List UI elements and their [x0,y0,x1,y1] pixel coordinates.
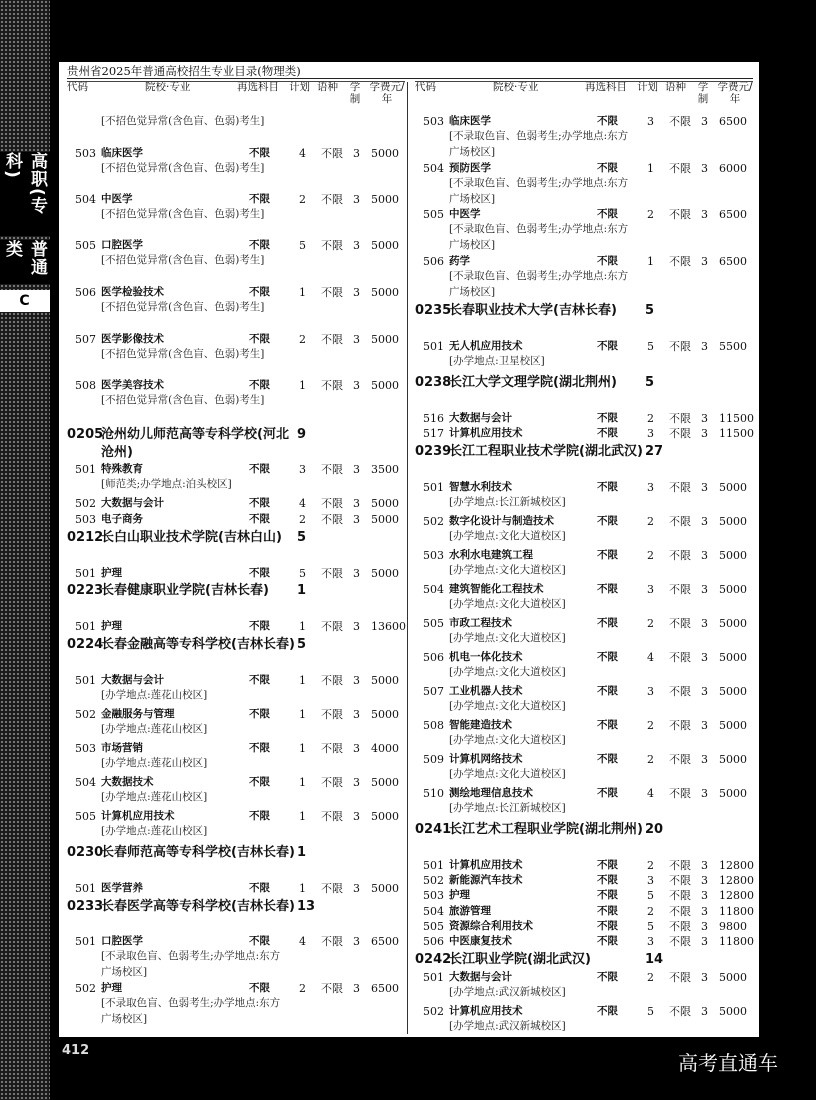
table-row: 502 新能源汽车技术 不限 3 不限 3 12800 [423,874,754,887]
column-header-rule [415,81,753,82]
header-name: 院校·专业 [145,81,191,93]
table-row: 502 大数据与会计 不限 4 不限 3 5000 [75,497,399,510]
major-note: [办学地点:莲花山校区] [101,791,208,803]
major-note: [不录取色盲、色弱考生;办学地点:东方广场校区] [449,130,629,158]
table-row: 502 护理 不限 2 不限 3 6500 [75,982,399,995]
header-subjects: 再选科目 [237,81,279,93]
page-edge-sidebar [0,0,50,1100]
major-note: [师范类;办学地点:泊头校区] [101,478,232,490]
major-note: [不招色觉异常(含色盲、色弱)考生] [101,348,265,360]
table-row: 504 建筑智能化工程技术 不限 3 不限 3 5000 [423,583,747,596]
catalog-page: 贵州省2025年普通高校招生专业目录(物理类) 代码 院校·专业 再选科目 计划 语种 学制 学费元/年 [不招色觉异常(含色盲、色弱)考生] 503 临床医学 不限 4 不限 3 5000 [不招色觉异常(含色盲、色弱)考生] 504 中医学 不限 2 不限 3 5000 [不招色觉异常(含色盲、色弱)考生] 505 口腔医学 不限 5 不限 3 5000 [不招色觉异常(含色盲、色弱)考生] 506 医学检验技术 不限 1 不限 3 5000 [不招色觉异常(含色盲、色弱)考生] 507 医学影像技术 不限 2 不限 3 5000 [不招色觉异常(含色盲、色弱)考生] 508 医学美容技术 不限 1 不限 3 5000 [不招色觉异常(含色盲、色弱)考生] 0205 沧州幼儿师范高等专科学校(河北沧州) 9 501 特殊教育 不限 3 不限 3 3500 [师范类;办学地点:泊头校区] 502 大数据与会计 不限 4 不限 3 5000 503 电子商务 不限 2 不限 3 5000 0212 长白山职业技术学院(吉林白山) 5 501 护理 不限 5 不限 3 5000 0223 长春健康职业学院(吉林长春) 1 501 护理 不限 1 不限 3 13600 0224 长春金融高等专科学校(吉林长春) 5 501 大数据与会计 不限 1 不限 3 5000 [办学地点:莲花山校区] 502 金融服务与管理 不限 1 不限 3 5000 [办学地点:莲花山校区] 503 市场营销 不限 1 不限 3 4000 [办学地点:莲花山校区] 504 大数据技术 不限 1 不限 3 5000 [办学地点:莲花山校区] 505 计算机应用技术 不限 1 不限 3 5000 [办学地点:莲花山校区] 0230 长春师范高等专科学校(吉林长春) 1 501 医学营养 不限 1 不限 3 5000 0233 长春医学高等专科学校(吉林长春) 13 501 口腔医学 不限 4 不限 3 6500 [不录取色盲、色弱考生;办学地点:东方广场校区] 502 护理 不限 2 不限 3 6500 [不录取色盲、色弱考生;办学地点:东方广场校区] 代码 院校·专业 再选科目 计划 语种 学制 学费元/年 503 临床医学 不限 3 不限 3 6500 [不录取色盲、色弱考生;办学地点:东方广场校区] 504 预防医学 不限 1 不限 3 6000 [不录取色盲、色弱考生;办学地点:东方广场校区] 505 中医学 不限 2 不限 3 6500 [不录取色盲、色弱考生;办学地点:东方广场校区] 506 药学 不限 1 不限 3 6500 [不录取色盲、色弱考生;办学地点:东方广场校区] 0235 长春职业技术大学(吉林长春) 5 501 无人机应用技术 不限 5 不限 3 5500 [办学地点:卫星校区] 0238 长江大学文理学院(湖北荆州) 5 516 大数据与会计 不限 2 不限 3 11500 517 计算机应用技术 不限 3 不限 3 11500 0239 长江工程职业技术学院(湖北武汉) 27 501 智慧水利技术 不限 3 不限 3 5000 [办学地点:长江新城校区] 502 数字化设计与制造技术 不限 2 不限 3 5000 [办学地点:文化大道校区] 503 水利水电建筑工程 不限 2 不限 3 5000 [办学地点:文化大道校区] 504 建筑智能化工程技术 不限 3 不限 3 5000 [办学地点:文化大道校区] 505 市政工程技术 不限 2 不限 3 5000 [办学地点:文化大道校区] 506 机电一体化技术 不限 4 不限 3 5000 [办学地点:文化大道校区] 507 工业机器人技术 不限 3 不限 3 5000 [办学地点:文化大道校区] 508 智能建造技术 不限 2 不限 3 5000 [办学地点:文化大道校区] 509 计算机网络技术 不限 2 不限 3 5000 [办学地点:文化大道校区] 510 测绘地理信息技术 不限 4 不限 3 5000 [办学地点:长江新城校区] 0241 长江艺术工程职业学院(湖北荆州) 20 501 计算机应用技术 不限 2 不限 3 12800 502 新能源汽车技术 不限 3 不限 3 12800 503 护理 不限 5 不限 3 12800 504 旅游管理 不限 2 不限 3 11800 505 资源综合利用技术 不限 5 不限 3 9800 506 中医康复技术 不限 3 不限 3 11800 0242 长江职业学院(湖北武汉) 14 501 大数据与会计 不限 2 不限 3 5000 [办学地点:武汉新城校区] 502 计算机应用技术 不限 5 不限 3 5000 [办学地点:武汉新城校区] [59,62,759,1037]
table-row: 501 特殊教育 不限 3 不限 3 3500 [75,463,399,476]
major-note: [不录取色盲、色弱考生;办学地点:东方广场校区] [101,997,281,1025]
header-rule [67,78,753,79]
major-note: [不录取色盲、色弱考生;办学地点:东方广场校区] [449,223,629,251]
column-header-rule [67,81,405,82]
major-note: [办学地点:文化大道校区] [449,700,566,712]
table-row: 503 市场营销 不限 1 不限 3 4000 [75,742,399,755]
header-fee: 学费元/年 [369,81,405,105]
header-duration: 学制 [697,81,709,105]
table-row: 516 大数据与会计 不限 2 不限 3 11500 [423,412,754,425]
section-tab-vocational: 高职(专科) [0,152,50,236]
table-row: 501 护理 不限 5 不限 3 5000 [75,567,399,580]
major-note: [办学地点:文化大道校区] [449,768,566,780]
major-note: [不招色觉异常(含色盲、色弱)考生] [101,162,265,174]
table-row: 506 中医康复技术 不限 3 不限 3 11800 [423,935,754,948]
major-note: [办学地点:武汉新城校区] [449,1020,566,1032]
watermark-text: 高考直通车 [678,1051,778,1075]
table-row: 505 市政工程技术 不限 2 不限 3 5000 [423,617,747,630]
header-code: 代码 [415,81,436,93]
header-name: 院校·专业 [493,81,539,93]
table-row: 503 水利水电建筑工程 不限 2 不限 3 5000 [423,549,747,562]
table-row: 503 临床医学 不限 4 不限 3 5000 [75,147,399,160]
header-fee: 学费元/年 [717,81,753,105]
column-header [67,81,405,109]
table-row: 505 口腔医学 不限 5 不限 3 5000 [75,239,399,252]
table-row: 501 护理 不限 1 不限 3 13600 [75,620,406,633]
table-row: 502 数字化设计与制造技术 不限 2 不限 3 5000 [423,515,747,528]
table-row: 506 医学检验技术 不限 1 不限 3 5000 [75,286,399,299]
table-row: 505 计算机应用技术 不限 1 不限 3 5000 [75,810,399,823]
major-note: [不招色觉异常(含色盲、色弱)考生] [101,115,265,127]
section-tab-letter: C [0,290,50,312]
table-row: 517 计算机应用技术 不限 3 不限 3 11500 [423,427,754,440]
table-row: 510 测绘地理信息技术 不限 4 不限 3 5000 [423,787,747,800]
table-row: 502 金融服务与管理 不限 1 不限 3 5000 [75,708,399,721]
table-row: 507 医学影像技术 不限 2 不限 3 5000 [75,333,399,346]
major-note: [办学地点:卫星校区] [449,355,545,367]
header-language: 语种 [317,81,338,93]
table-row: 501 无人机应用技术 不限 5 不限 3 5500 [423,340,747,353]
major-note: [办学地点:长江新城校区] [449,496,566,508]
major-note: [办学地点:武汉新城校区] [449,986,566,998]
table-row: 504 旅游管理 不限 2 不限 3 11800 [423,905,754,918]
header-language: 语种 [665,81,686,93]
table-row: 501 医学营养 不限 1 不限 3 5000 [75,882,399,895]
major-note: [不招色觉异常(含色盲、色弱)考生] [101,301,265,313]
column-divider [407,82,408,1034]
major-note: [不录取色盲、色弱考生;办学地点:东方广场校区] [449,177,629,205]
table-row: 506 药学 不限 1 不限 3 6500 [423,255,747,268]
table-row: 501 大数据与会计 不限 2 不限 3 5000 [423,971,747,984]
page-header-title: 贵州省2025年普通高校招生专业目录(物理类) [67,64,301,78]
header-duration: 学制 [349,81,361,105]
table-row: 502 计算机应用技术 不限 5 不限 3 5000 [423,1005,747,1018]
section-tab-general: 普通类 [0,240,50,284]
table-row: 503 电子商务 不限 2 不限 3 5000 [75,513,399,526]
header-plan: 计划 [637,81,658,93]
table-row: 501 智慧水利技术 不限 3 不限 3 5000 [423,481,747,494]
major-note: [办学地点:文化大道校区] [449,564,566,576]
major-note: [办学地点:文化大道校区] [449,598,566,610]
table-row: 504 大数据技术 不限 1 不限 3 5000 [75,776,399,789]
major-note: [办学地点:长江新城校区] [449,802,566,814]
major-note: [办学地点:莲花山校区] [101,825,208,837]
table-row: 504 预防医学 不限 1 不限 3 6000 [423,162,747,175]
header-plan: 计划 [289,81,310,93]
major-note: [办学地点:文化大道校区] [449,734,566,746]
table-row: 509 计算机网络技术 不限 2 不限 3 5000 [423,753,747,766]
page-number: 412 [62,1043,90,1058]
major-note: [办学地点:文化大道校区] [449,632,566,644]
table-row: 501 口腔医学 不限 4 不限 3 6500 [75,935,399,948]
table-row: 506 机电一体化技术 不限 4 不限 3 5000 [423,651,747,664]
table-row: 504 中医学 不限 2 不限 3 5000 [75,193,399,206]
column-header [415,81,753,109]
table-row: 508 智能建造技术 不限 2 不限 3 5000 [423,719,747,732]
major-note: [办学地点:莲花山校区] [101,723,208,735]
table-row: 503 临床医学 不限 3 不限 3 6500 [423,115,747,128]
major-note: [办学地点:文化大道校区] [449,530,566,542]
major-note: [办学地点:莲花山校区] [101,689,208,701]
major-note: [不录取色盲、色弱考生;办学地点:东方广场校区] [101,950,281,978]
header-subjects: 再选科目 [585,81,627,93]
table-row: 503 护理 不限 5 不限 3 12800 [423,889,754,902]
major-note: [不招色觉异常(含色盲、色弱)考生] [101,254,265,266]
major-note: [办学地点:文化大道校区] [449,666,566,678]
table-row: 501 大数据与会计 不限 1 不限 3 5000 [75,674,399,687]
major-note: [不录取色盲、色弱考生;办学地点:东方广场校区] [449,270,629,298]
header-code: 代码 [67,81,88,93]
table-row: 505 中医学 不限 2 不限 3 6500 [423,208,747,221]
major-note: [办学地点:莲花山校区] [101,757,208,769]
table-row: 505 资源综合利用技术 不限 5 不限 3 9800 [423,920,747,933]
table-row: 507 工业机器人技术 不限 3 不限 3 5000 [423,685,747,698]
table-row: 508 医学美容技术 不限 1 不限 3 5000 [75,379,399,392]
table-row: 501 计算机应用技术 不限 2 不限 3 12800 [423,859,754,872]
major-note: [不招色觉异常(含色盲、色弱)考生] [101,394,265,406]
major-note: [不招色觉异常(含色盲、色弱)考生] [101,208,265,220]
